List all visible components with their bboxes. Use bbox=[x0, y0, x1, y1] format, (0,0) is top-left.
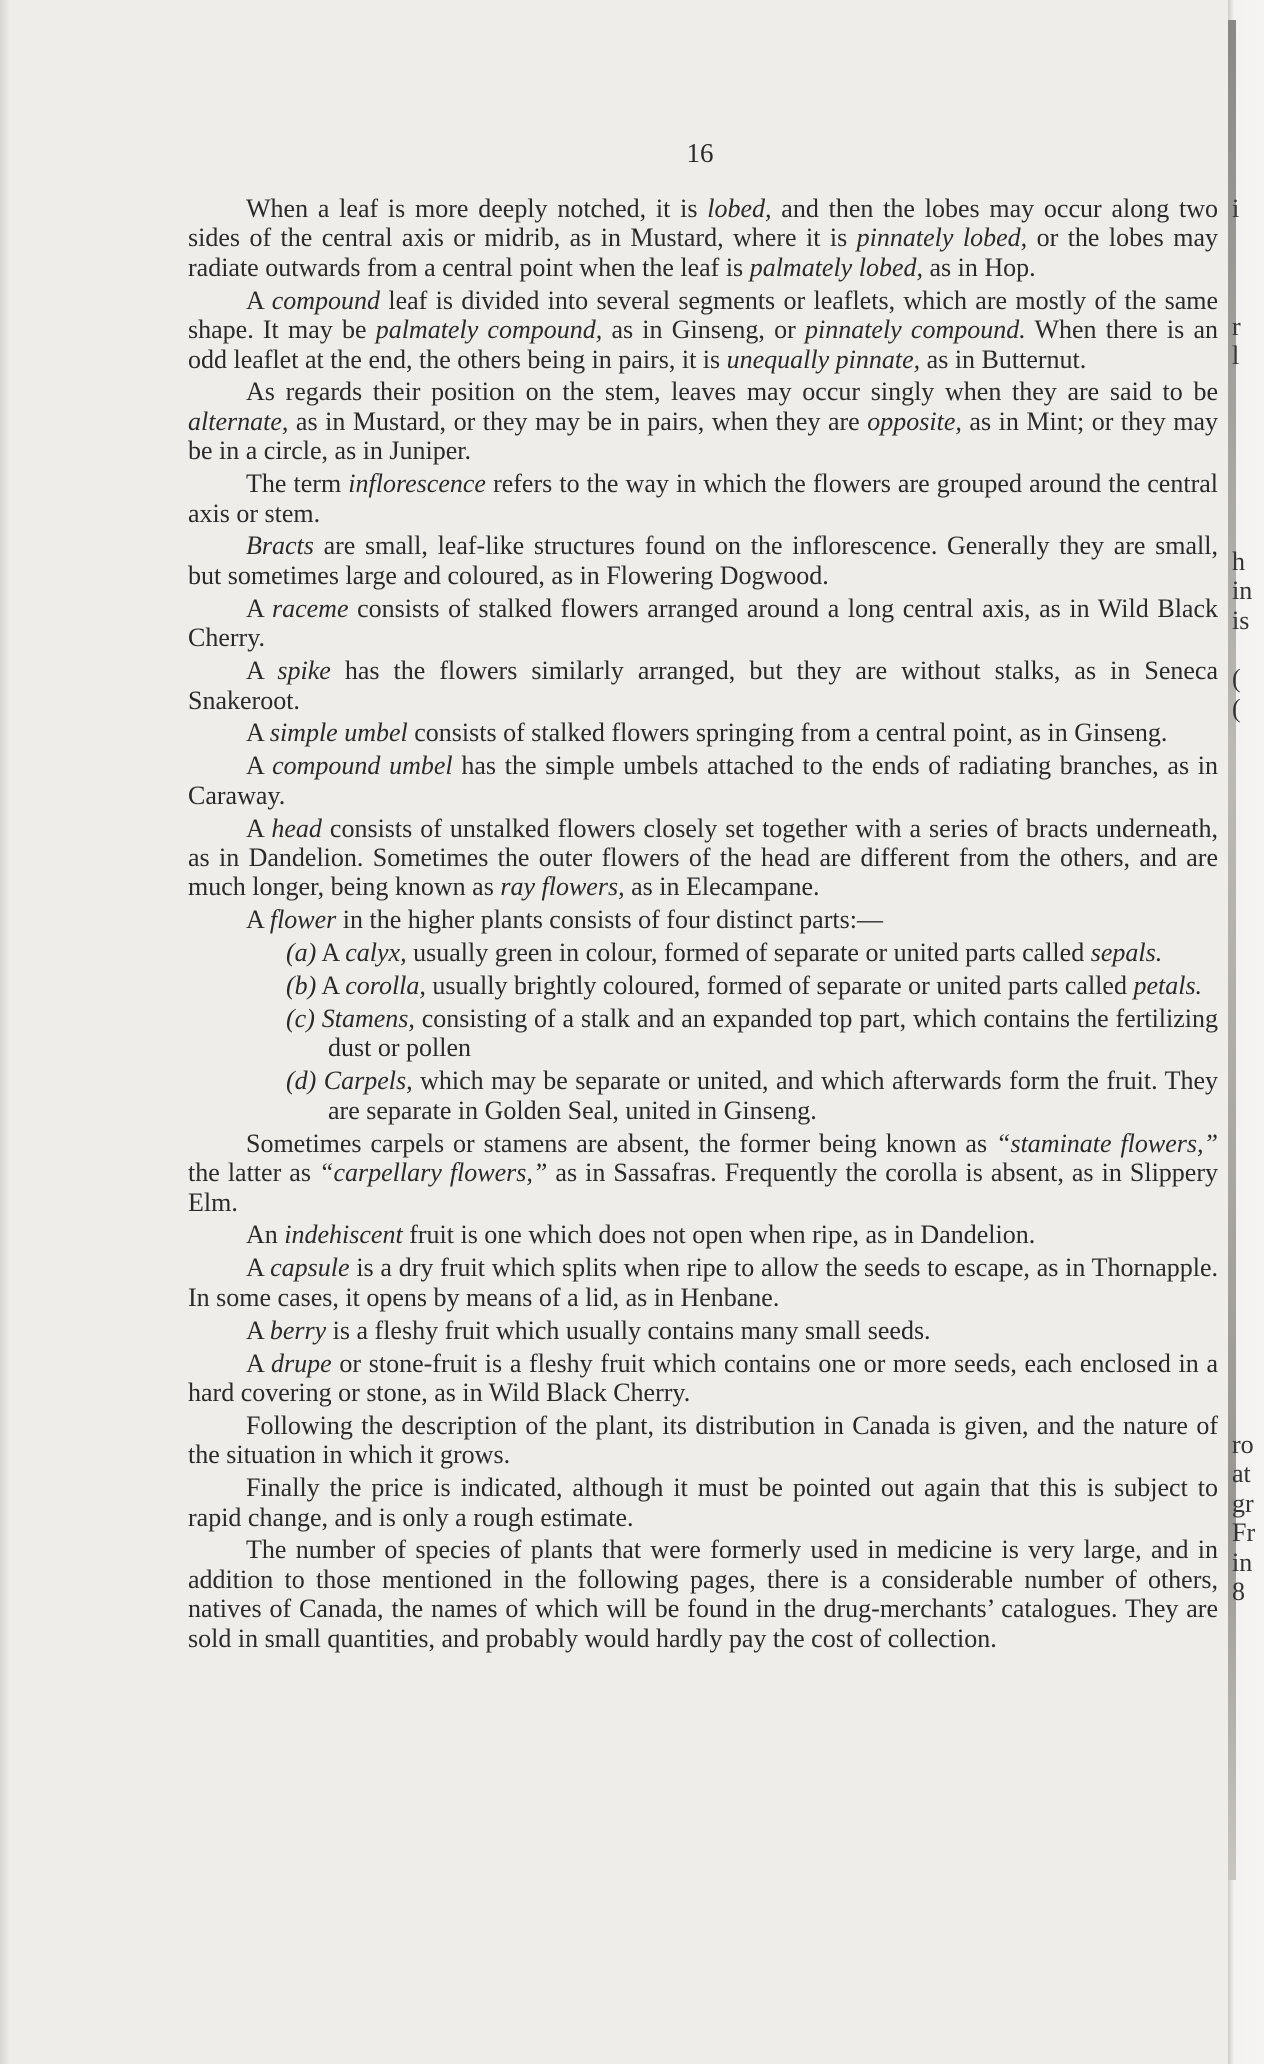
italic-term: indehiscent bbox=[284, 1220, 403, 1250]
text-run: A bbox=[246, 593, 272, 623]
text-run: Following the description of the plant, its distribution in Canada is given, and the nature of the situation in which it grows. bbox=[188, 1410, 1218, 1470]
paragraph bbox=[188, 718, 1218, 747]
facing-page-fragment: h bbox=[1232, 546, 1245, 576]
italic-term: spike bbox=[277, 656, 331, 686]
italic-term: Stamens, bbox=[321, 1004, 415, 1034]
italic-term: (b) bbox=[286, 971, 317, 1001]
paragraph bbox=[188, 194, 1218, 282]
italic-term: corolla, bbox=[345, 971, 426, 1001]
text-run: Finally the price is indicated, although it must be pointed out again that this is subject to rapid change, and is only a rough estimate. bbox=[188, 1473, 1218, 1532]
italic-term: palmately lobed, bbox=[749, 252, 923, 282]
text-run: as in Mustard, or they may be in pairs, when they are bbox=[288, 406, 868, 436]
text-run: When a leaf is more deeply notched, it is bbox=[246, 194, 708, 223]
paragraph bbox=[188, 1349, 1218, 1408]
text-run: leaf is divided into several segments or leaflets, which are mostly of the same shape. It may be bbox=[188, 285, 1218, 345]
italic-term: petals. bbox=[1133, 971, 1203, 1001]
italic-term: calyx, bbox=[345, 938, 407, 968]
list-item bbox=[188, 938, 1218, 967]
italic-term: Carpels, bbox=[323, 1066, 413, 1096]
paragraph bbox=[188, 656, 1218, 715]
text-run: and then the lobes may occur along two sides of the central axis or midrib, as in Mustard, where it is bbox=[188, 194, 1218, 253]
text-run: An bbox=[246, 1220, 285, 1250]
paragraph bbox=[188, 814, 1218, 902]
text-run: fruit is one which does not open when ripe, as in Dandelion. bbox=[402, 1220, 1036, 1250]
list-item bbox=[188, 1004, 1218, 1063]
facing-page-fragment: ( bbox=[1232, 664, 1241, 694]
italic-term: berry bbox=[269, 1315, 327, 1345]
italic-term: alternate, bbox=[188, 406, 289, 436]
paragraph bbox=[188, 1411, 1218, 1470]
italic-term: simple umbel bbox=[269, 718, 408, 748]
text-run: Sometimes carpels or stamens are absent, the former being known as bbox=[246, 1128, 996, 1158]
text-run: as in Elecampane. bbox=[624, 872, 820, 902]
italic-term: opposite, bbox=[867, 406, 962, 436]
text-run: consists of stalked flowers arranged around a long central axis, as in Wild Black Cherry. bbox=[188, 593, 1218, 653]
paragraph bbox=[188, 469, 1218, 528]
facing-page-fragment: ( bbox=[1232, 693, 1241, 723]
paragraph bbox=[188, 531, 1218, 590]
paragraph bbox=[188, 594, 1218, 653]
italic-term: pinnately lobed, bbox=[856, 223, 1028, 253]
text-run: refers to the way in which the flowers are grouped around the central axis or stem. bbox=[188, 469, 1218, 528]
text-run: which may be separate or united, and which afterwards form the fruit. They are separate in Golden Seal, united in Ginseng. bbox=[328, 1066, 1219, 1125]
text-run: A bbox=[246, 1315, 270, 1345]
text-run bbox=[316, 1066, 323, 1095]
italic-term: raceme bbox=[271, 593, 349, 623]
text-run: A bbox=[316, 971, 346, 1001]
paragraph bbox=[188, 905, 1218, 934]
page-number: 16 bbox=[686, 138, 714, 168]
text-run: as in Butternut. bbox=[920, 344, 1087, 374]
text-run: A bbox=[316, 938, 346, 968]
paragraph bbox=[188, 286, 1218, 374]
text-run: A bbox=[246, 751, 273, 781]
italic-term: drupe bbox=[271, 1348, 332, 1378]
italic-term: flower bbox=[269, 905, 337, 935]
facing-page-fragment: Fr bbox=[1232, 1518, 1256, 1548]
text-run: consists of unstalked flowers closely set together with a series of bracts underneath, as in Dandelion. Sometimes the outer flowers of the head are different from the others, and are much longer, being known as bbox=[188, 813, 1218, 902]
paragraph bbox=[188, 751, 1218, 810]
facing-page-fragment: in bbox=[1232, 1547, 1253, 1577]
list-item bbox=[188, 971, 1218, 1000]
facing-page-fragment: is bbox=[1232, 605, 1250, 635]
facing-page-fragment: i bbox=[1232, 194, 1240, 223]
text-run: has the flowers similarly arranged, but they are without stalks, as in Seneca Snakeroot. bbox=[188, 656, 1219, 715]
text-run: as in Sassafras. Frequently the corolla is absent, as in Slippery Elm. bbox=[188, 1158, 1218, 1217]
facing-page-fragment: ro bbox=[1232, 1430, 1254, 1459]
italic-term: Bracts bbox=[246, 531, 314, 561]
text-run: A bbox=[246, 905, 270, 935]
italic-term: unequally pinnate, bbox=[726, 344, 921, 374]
text-run: or the lobes may radiate outwards from a central point when the leaf is bbox=[188, 223, 1218, 282]
italic-term: inflorescence bbox=[348, 469, 486, 499]
italic-term: compound umbel bbox=[272, 751, 453, 781]
paragraph bbox=[188, 1535, 1218, 1653]
italic-term: palmately compound, bbox=[375, 315, 603, 345]
italic-term: pinnately compound. bbox=[804, 315, 1026, 345]
text-run: The number of species of plants that were formerly used in medicine is very large, and in addition to those mentioned in the following pages, there is a considerable number of others, natives of Canada, the names of which will be found in the drug-merchants’ catalogues. They are sold in small quantities, and probably would hardly pay the cost of collection. bbox=[188, 1535, 1218, 1653]
italic-term: ray flowers, bbox=[500, 872, 625, 902]
paragraph bbox=[188, 1473, 1218, 1532]
paragraph bbox=[188, 1316, 1218, 1345]
facing-page-fragment: gr bbox=[1232, 1488, 1254, 1518]
text-run: A bbox=[246, 1348, 272, 1378]
facing-page-fragment: at bbox=[1232, 1459, 1251, 1489]
text-run: as in Ginseng, or bbox=[602, 315, 805, 345]
text-run: the latter as bbox=[188, 1158, 320, 1188]
facing-page-fragment: r bbox=[1232, 311, 1241, 341]
text-run: in the higher plants consists of four distinct parts:— bbox=[336, 905, 883, 935]
paragraph bbox=[188, 1220, 1218, 1249]
text-run: consisting of a stalk and an expanded top part, which contains the fertilizing dust or pollen bbox=[328, 1004, 1219, 1063]
text-run: usually brightly coloured, formed of separate or united parts called bbox=[425, 971, 1134, 1001]
paragraph bbox=[188, 1129, 1218, 1217]
text-run: as in Mint; or they may be in a circle, as in Juniper. bbox=[188, 406, 1218, 466]
text-run: A bbox=[246, 656, 278, 686]
text-run: When there is an odd leaflet at the end, the others being in pairs, it is bbox=[188, 315, 1219, 374]
text-run: as in Hop. bbox=[922, 252, 1036, 282]
text-run: The term bbox=[246, 469, 349, 499]
italic-term: sepals. bbox=[1090, 938, 1163, 968]
text-run: A bbox=[246, 718, 270, 748]
italic-term: compound bbox=[271, 285, 381, 315]
text-run: is a fleshy fruit which usually contains many small seeds. bbox=[326, 1315, 931, 1345]
italic-term: capsule bbox=[270, 1253, 350, 1283]
italic-term: “carpellary flowers,” bbox=[319, 1158, 548, 1188]
facing-page-fragment: 8 bbox=[1232, 1577, 1245, 1606]
italic-term: “staminate flowers,” bbox=[995, 1128, 1218, 1158]
text-run bbox=[315, 1004, 322, 1033]
text-run: or stone-fruit is a fleshy fruit which contains one or more seeds, each enclosed in a hard covering or stone, as in Wild Black Cherry. bbox=[188, 1348, 1218, 1407]
italic-term: (d) bbox=[286, 1066, 317, 1096]
page-left-edge bbox=[0, 0, 10, 2064]
text-run: As regards their position on the stem, leaves may occur singly when they are said to be bbox=[246, 377, 1218, 407]
italic-term: (c) bbox=[286, 1004, 315, 1034]
text-run: is a dry fruit which splits when ripe to allow the seeds to escape, as in Thornapple. In some cases, it opens by means of a lid, as in Henbane. bbox=[188, 1253, 1218, 1312]
text-run: A bbox=[246, 1253, 271, 1283]
text-run: consists of stalked flowers springing from a central point, as in Ginseng. bbox=[407, 718, 1168, 748]
text-run: has the simple umbels attached to the ends of radiating branches, as in Caraway. bbox=[188, 751, 1219, 810]
facing-page-fragment: in bbox=[1232, 576, 1253, 606]
text-run: A bbox=[246, 285, 272, 315]
italic-term: head bbox=[271, 813, 322, 843]
list-item bbox=[188, 1066, 1218, 1125]
text-run: usually green in colour, formed of separate or united parts called bbox=[406, 938, 1091, 968]
italic-term: (a) bbox=[286, 938, 317, 968]
text-run: A bbox=[246, 813, 272, 843]
italic-term: lobed, bbox=[707, 194, 772, 223]
facing-page-edge bbox=[1228, 0, 1264, 2064]
facing-page-fragment: l bbox=[1232, 341, 1240, 370]
paragraph bbox=[188, 377, 1218, 465]
text-run: are small, leaf-like structures found on the inflorescence. Generally they are small, but sometimes large and coloured, as in Flowering Dogwood. bbox=[188, 531, 1218, 590]
paragraph bbox=[188, 1253, 1218, 1312]
body-text bbox=[188, 194, 1218, 1657]
